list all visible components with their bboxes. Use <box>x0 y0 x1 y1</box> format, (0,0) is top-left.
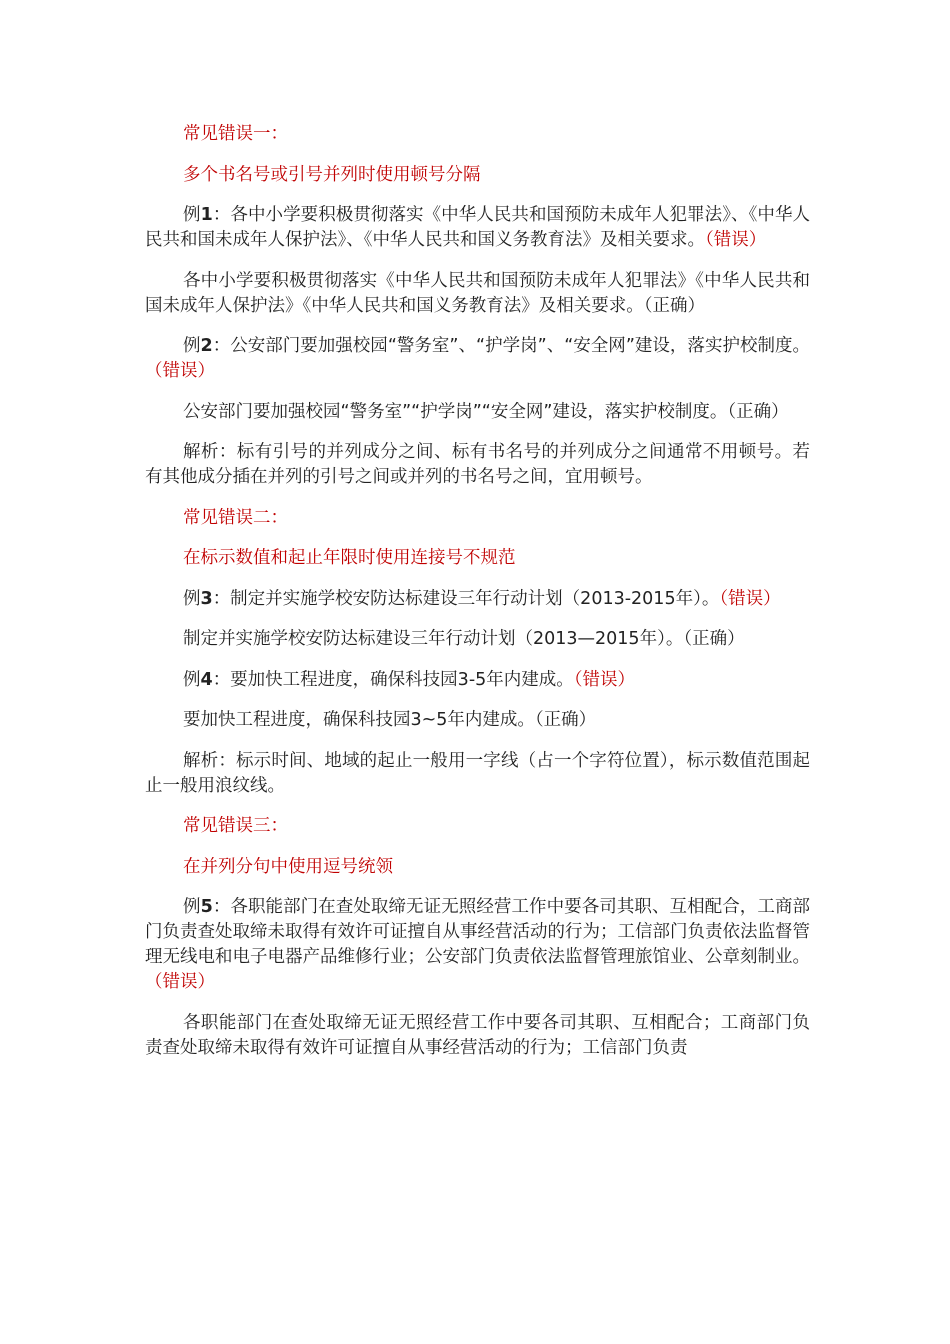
example-wrong <box>145 203 810 253</box>
example-wrong <box>145 334 810 384</box>
section-heading: 常见错误三： <box>183 816 288 836</box>
example-correct: 各中小学要积极贯彻落实《中华人民共和国预防未成年人犯罪法》《中华人民共和国未成年人保护法》《中华人民共和国义务教育法》及相关要求。（正确） <box>145 270 810 316</box>
analysis-paragraph: 解析：标有引号的并列成分之间、标有书名号的并列成分之间通常不用顿号。若有其他成分插在并列的引号之间或并列的书名号之间，宜用顿号。 <box>145 442 810 487</box>
example-number: 4 <box>200 669 213 690</box>
example-correct: 各职能部门在查处取缔无证无照经营工作中要各司其职、互相配合；工商部门负责查处取缔未取得有效许可证擅自从事经营活动的行为；工信部门负责 <box>145 1012 810 1058</box>
section-subheading: 在标示数值和起止年限时使用连接号不规范 <box>183 548 516 568</box>
section-subheading: 在并列分句中使用逗号统领 <box>183 856 393 877</box>
example-correct: 公安部门要加强校园“警务室”“护学岗”“安全网”建设，落实护校制度。（正确） <box>183 401 789 422</box>
example-number: 5 <box>200 897 213 917</box>
example-text: ：各职能部门在查处取缔无证无照经营工作中要各司其职、互相配合，工商部门负责查处取缔未取得有效许可证擅自从事经营活动的行为；工信部门负责依法监督管理无线电和电子电器产品维修行业；公安部门负责依法监督管理旅馆业、公章刻制业。 <box>145 897 811 967</box>
example-correct: 要加快工程进度，确保科技园3~5年内建成。（正确） <box>183 710 597 730</box>
wrong-mark: （错误） <box>145 972 215 992</box>
example-number: 2 <box>200 336 213 356</box>
section-subheading: 多个书名号或引号并列时使用顿号分隔 <box>183 164 481 185</box>
wrong-mark: （错误） <box>145 361 215 381</box>
example-prefix: 例 <box>183 897 201 917</box>
document-page <box>145 122 810 1076</box>
wrong-mark: （错误） <box>719 588 781 609</box>
example-wrong <box>145 895 810 995</box>
example-correct: 制定并实施学校安防达标建设三年行动计划（2013—2015年）。（正确） <box>183 629 745 649</box>
analysis-paragraph: 解析：标示时间、地域的起止一般用一字线（占一个字符位置），标示数值范围起止一般用浪纹线。 <box>145 750 810 796</box>
example-wrong <box>145 587 810 612</box>
example-text: ：要加快工程进度，确保科技园3-5年内建成。 <box>212 669 574 690</box>
example-text: ：各中小学要积极贯彻落实《中华人民共和国预防未成年人犯罪法》、《中华人民共和国未成年人保护法》、《中华人民共和国义务教育法》及相关要求。 <box>145 205 811 250</box>
example-prefix: 例 <box>183 336 201 356</box>
example-prefix: 例 <box>183 669 201 690</box>
example-number: 3 <box>200 588 213 609</box>
example-number: 1 <box>200 205 213 225</box>
wrong-mark: （错误） <box>705 230 767 250</box>
example-text: ：制定并实施学校安防达标建设三年行动计划（2013-2015年）。 <box>212 588 720 609</box>
section-heading: 常见错误一： <box>183 124 288 144</box>
example-text: ：公安部门要加强校园“警务室”、“护学岗”、“安全网”建设，落实护校制度。 <box>212 336 810 356</box>
example-prefix: 例 <box>183 588 201 609</box>
section-heading: 常见错误二： <box>183 507 288 528</box>
wrong-mark: （错误） <box>573 669 636 690</box>
example-wrong <box>145 668 810 693</box>
example-prefix: 例 <box>183 205 201 225</box>
